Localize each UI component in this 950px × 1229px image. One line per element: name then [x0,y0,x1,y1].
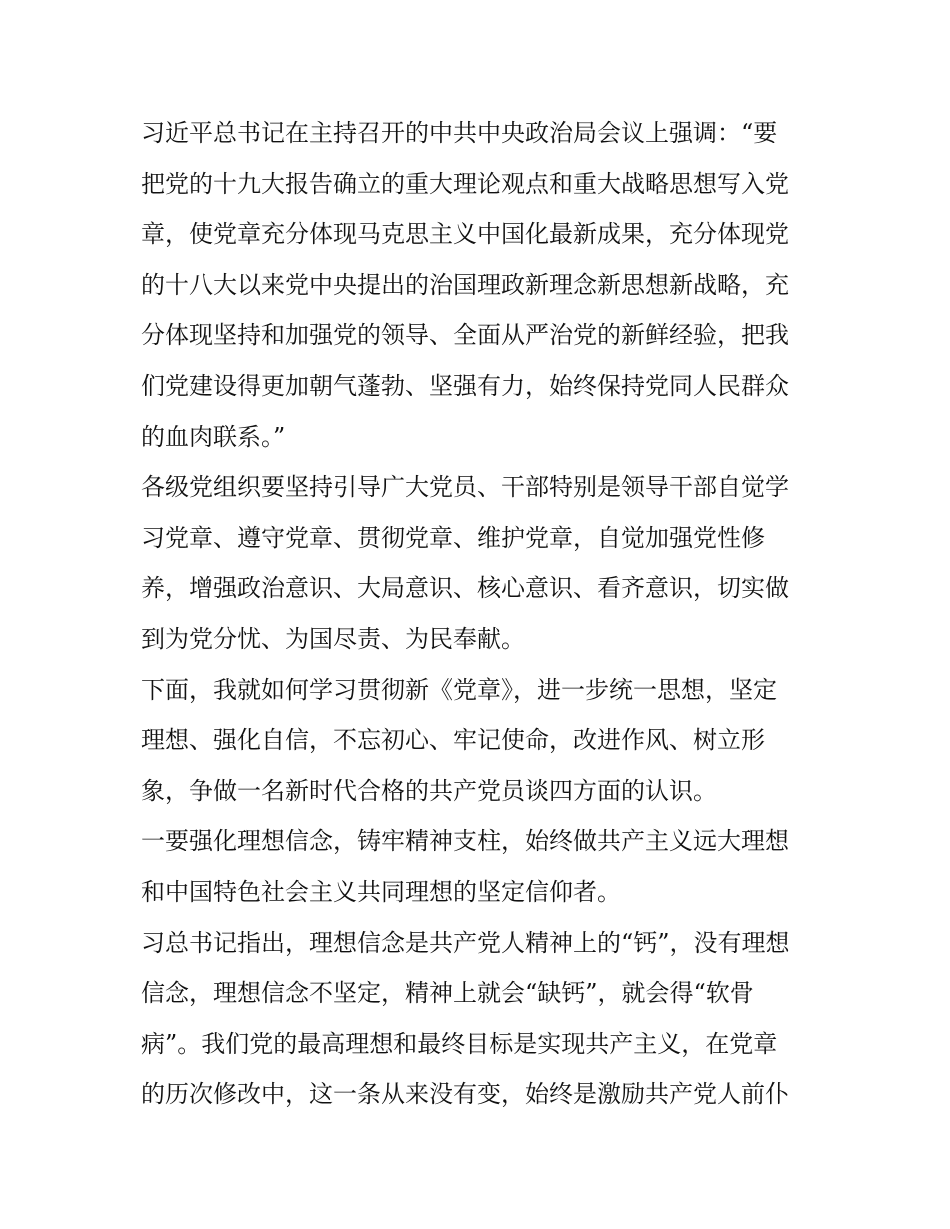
text-line: 各级党组织要坚持引导广大党员、干部特别是领导干部自觉学 [141,473,789,502]
text-line: 的历次修改中，这一条从来没有变，始终是激励共产党人前仆 [141,1080,789,1109]
text-line: 习总书记指出，理想信念是共产党人精神上的“钙”，没有理想 [141,928,790,957]
text-line: 理想、强化自信，不忘初心、牢记使命，改进作风、树立形 [141,726,765,755]
document-body [141,108,821,1120]
text-line: 章，使党章充分体现马克思主义中国化最新成果，充分体现党 [141,220,789,249]
text-line: 的十八大以来党中央提出的治国理政新理念新思想新战略，充 [141,270,789,299]
text-line: 分体现坚持和加强党的领导、全面从严治党的新鲜经验，把我 [141,321,789,350]
text-line: 的血肉联系。” [141,422,286,451]
text-line: 们党建设得更加朝气蓬勃、坚强有力，始终保持党同人民群众 [141,371,789,400]
text-line: 病”。我们党的最高理想和最终目标是实现共产主义，在党章 [141,1029,778,1058]
text-line: 信念，理想信念不坚定，精神上就会“缺钙”，就会得“软骨 [141,979,754,1008]
text-line: 到为党分忧、为国尽责、为民奉献。 [141,624,525,653]
text-line: 把党的十九大报告确立的重大理论观点和重大战略思想写入党 [141,169,789,198]
text-line: 习近平总书记在主持召开的中共中央政治局会议上强调：“要 [141,119,778,147]
text-line: 下面，我就如何学习贯彻新《党章》，进一步统一思想，坚定 [141,675,777,704]
text-line: 一要强化理想信念，铸牢精神支柱，始终做共产主义远大理想 [141,827,789,856]
text-line: 习党章、遵守党章、贯彻党章、维护党章，自觉加强党性修 [141,523,765,552]
text-line: 象，争做一名新时代合格的共产党员谈四方面的认识。 [141,776,717,805]
text-line: 养，增强政治意识、大局意识、核心意识、看齐意识，切实做 [141,574,789,603]
text-line: 和中国特色社会主义共同理想的坚定信仰者。 [141,877,621,906]
